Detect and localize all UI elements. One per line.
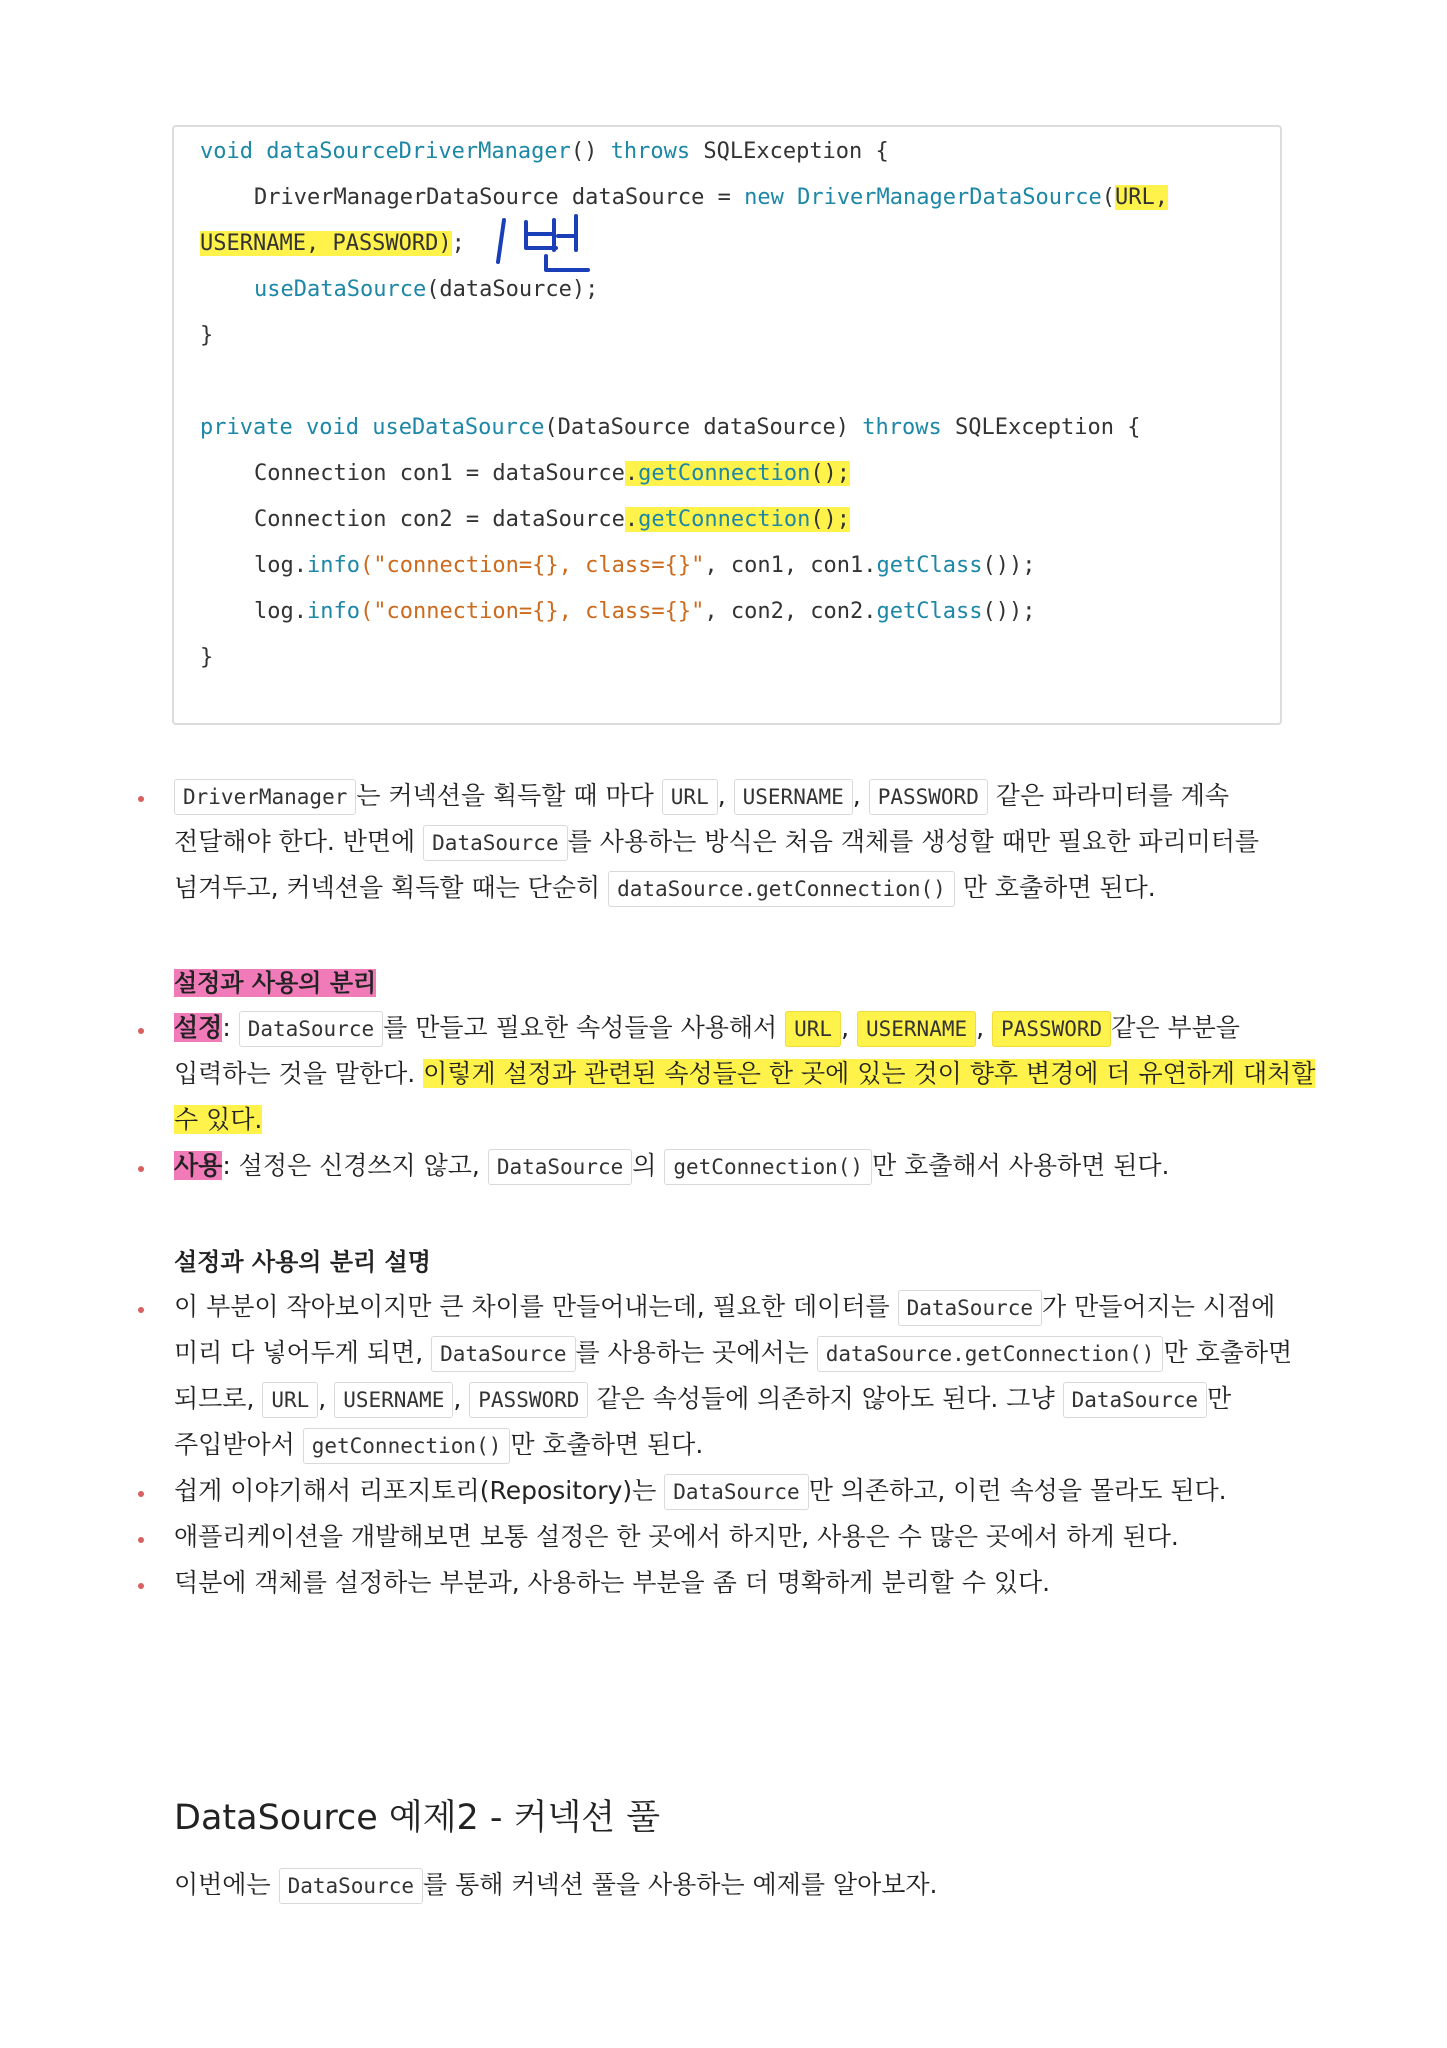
p7-line-1: 덕분에 객체를 설정하는 부분과, 사용하는 부분을 좀 더 명확하게 분리할 수 있다. xyxy=(174,1568,1051,1597)
code-line-3: USERNAME, PASSWORD); xyxy=(200,231,465,256)
code-line-2: DriverManagerDataSource dataSource = new DriverManagerDataSource(URL, xyxy=(254,185,1168,210)
bullet-dot xyxy=(138,1537,144,1543)
section-heading-explanation: 설정과 사용의 분리 설명 xyxy=(174,1248,431,1276)
bullet-dot xyxy=(138,1166,144,1172)
bullet-dot xyxy=(138,1307,144,1313)
p2-line-3: 수 있다. xyxy=(174,1105,263,1134)
code-line-9: log.info("connection={}, class={}", con1, con1.getClass()); xyxy=(254,553,1036,578)
code-line-5: } xyxy=(200,323,214,348)
p4-line-4: 주입받아서 getConnection() 만 호출하면 된다. xyxy=(174,1422,703,1469)
p1-line-2: 전달해야 한다. 반면에 DataSource 를 사용하는 방식은 처음 객체를 생성할 때만 필요한 파리미터를 xyxy=(174,819,1259,866)
code-line-1: void dataSourceDriverManager() throws SQLException { xyxy=(200,139,889,164)
bullet-dot xyxy=(138,796,144,802)
p1-line-1: DriverManager 는 커넥션을 획득할 때 마다 URL , USERNAME , PASSWORD 같은 파라미터를 계속 xyxy=(174,773,1229,820)
p4-line-3: 되므로, URL , USERNAME , PASSWORD 같은 속성들에 의존하지 않아도 된다. 그냥 DataSource 만 xyxy=(174,1376,1231,1423)
p1-line-3: 넘겨두고, 커넥션을 획득할 때는 단순히 dataSource.getConnection() 만 호출하면 된다. xyxy=(174,865,1156,912)
p4-line-1: 이 부분이 작아보이지만 큰 차이를 만들어내는데, 필요한 데이터를 DataSource 가 만들어지는 시점에 xyxy=(174,1284,1275,1331)
p3-line-1: 사용: 설정은 신경쓰지 않고, DataSource 의 getConnection() 만 호출해서 사용하면 된다. xyxy=(174,1143,1169,1190)
code-line-7: Connection con1 = dataSource.getConnection(); xyxy=(254,461,851,486)
p2-line-2: 입력하는 것을 말한다. 이렇게 설정과 관련된 속성들은 한 곳에 있는 것이 향후 변경에 더 유연하게 대처할 xyxy=(174,1059,1316,1088)
p8-line-1: 이번에는 DataSource 를 통해 커넥션 풀을 사용하는 예제를 알아보자. xyxy=(174,1862,937,1909)
handwritten-annotation xyxy=(488,214,618,276)
code-line-10: log.info("connection={}, class={}", con2, con2.getClass()); xyxy=(254,599,1036,624)
p5-line-1: 쉽게 이야기해서 리포지토리(Repository)는 DataSource 만 의존하고, 이런 속성을 몰라도 된다. xyxy=(174,1468,1227,1515)
code-line-4: useDataSource(dataSource); xyxy=(254,277,599,302)
bullet-dot xyxy=(138,1583,144,1589)
bullet-dot xyxy=(138,1028,144,1034)
code-line-11: } xyxy=(200,645,214,670)
section-title: DataSource 예제2 - 커넥션 풀 xyxy=(174,1798,661,1838)
code-line-8: Connection con2 = dataSource.getConnection(); xyxy=(254,507,851,532)
bullet-dot xyxy=(138,1491,144,1497)
p2-line-1: 설정: DataSource 를 만들고 필요한 속성들을 사용해서 URL , USERNAME , PASSWORD 같은 부분을 xyxy=(174,1005,1240,1052)
section-heading-separation: 설정과 사용의 분리 xyxy=(174,969,377,997)
p6-line-1: 애플리케이션을 개발해보면 보통 설정은 한 곳에서 하지만, 사용은 수 많은 곳에서 하게 된다. xyxy=(174,1522,1179,1551)
code-line-6: private void useDataSource(DataSource dataSource) throws SQLException { xyxy=(200,415,1141,440)
code-block xyxy=(172,125,1282,725)
p4-line-2: 미리 다 넣어두게 되면, DataSource 를 사용하는 곳에서는 dataSource.getConnection() 만 호출하면 xyxy=(174,1330,1292,1377)
